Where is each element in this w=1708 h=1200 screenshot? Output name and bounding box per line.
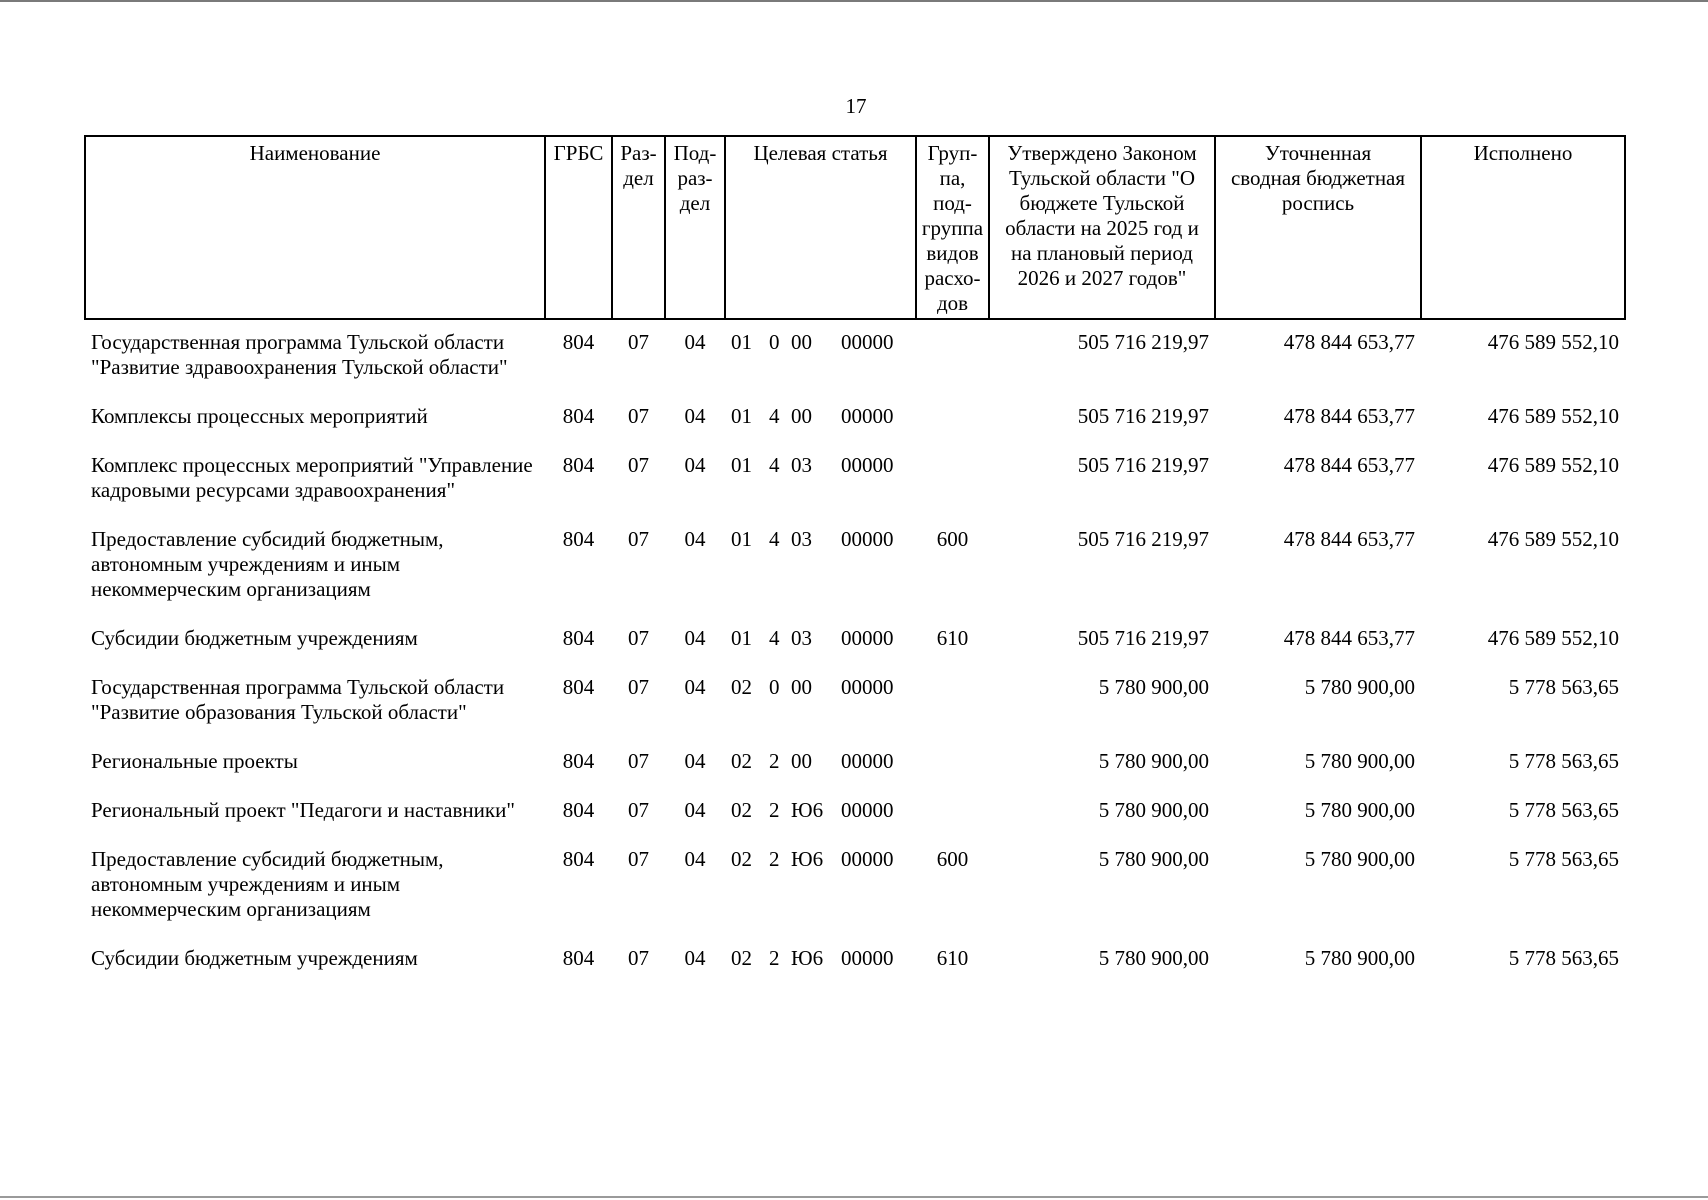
row-approved-amount: 5 780 900,00 [1098, 798, 1209, 822]
row-target-article [725, 792, 916, 841]
target-event: Ю6 [791, 847, 824, 871]
row-name: Субсидии бюджетным учреждениям [91, 946, 418, 970]
row-grbs: 804 [562, 453, 595, 477]
row-refined-amount: 5 780 900,00 [1304, 946, 1415, 970]
row-refined-amount: 5 780 900,00 [1304, 847, 1415, 871]
row-approved-amount: 5 780 900,00 [1098, 946, 1209, 970]
target-event: 00 [791, 675, 812, 699]
row-expense-group [916, 398, 989, 447]
target-event: 00 [791, 404, 812, 428]
row-refined-amount: 478 844 653,77 [1283, 404, 1415, 428]
row-refined-amount: 478 844 653,77 [1283, 527, 1415, 551]
table-row [85, 743, 1625, 792]
row-razdel: 07 [628, 330, 649, 354]
row-grbs: 804 [562, 946, 595, 970]
row-target-article [725, 319, 916, 398]
row-approved-amount: 5 780 900,00 [1098, 675, 1209, 699]
row-executed-amount: 5 778 563,65 [1508, 946, 1619, 970]
target-event: 00 [791, 749, 812, 773]
row-expense-group [916, 447, 989, 521]
target-subprogram: 4 [769, 527, 780, 551]
row-grbs: 804 [562, 404, 595, 428]
row-grbs: 804 [562, 798, 595, 822]
row-expense-group [916, 792, 989, 841]
row-podrazdel: 04 [684, 798, 706, 822]
row-approved-amount: 505 716 219,97 [1077, 330, 1209, 354]
row-target-article [725, 940, 916, 989]
header-name: Наименование [85, 136, 545, 319]
target-program: 01 [731, 527, 752, 551]
row-executed-amount: 5 778 563,65 [1508, 798, 1619, 822]
row-razdel: 07 [628, 404, 649, 428]
row-refined-amount: 478 844 653,77 [1283, 330, 1415, 354]
target-direction: 00000 [841, 675, 894, 699]
row-podrazdel: 04 [684, 847, 706, 871]
row-grbs: 804 [562, 626, 595, 650]
table-row [85, 319, 1625, 398]
target-subprogram: 2 [769, 946, 780, 970]
header-target-article: Целевая статья [725, 136, 916, 319]
row-razdel: 07 [628, 749, 649, 773]
row-expense-group: 610 [936, 626, 969, 650]
row-executed-amount: 5 778 563,65 [1508, 847, 1619, 871]
target-event: 03 [791, 626, 812, 650]
target-program: 02 [731, 847, 752, 871]
row-podrazdel: 04 [684, 330, 706, 354]
target-event: Ю6 [791, 946, 824, 970]
target-program: 02 [731, 798, 752, 822]
row-expense-group: 600 [936, 847, 969, 871]
row-executed-amount: 476 589 552,10 [1487, 453, 1619, 477]
row-target-article [725, 743, 916, 792]
target-program: 02 [731, 675, 752, 699]
target-direction: 00000 [841, 946, 894, 970]
target-event: 03 [791, 527, 812, 551]
target-subprogram: 2 [769, 847, 780, 871]
row-expense-group [916, 319, 989, 398]
row-name: Региональные проекты [91, 749, 298, 773]
row-name: Предоставление субсидий бюджетным, автономным учреждениям и иным некоммерческим организациям [91, 527, 444, 601]
target-subprogram: 4 [769, 626, 780, 650]
budget-table [84, 135, 1626, 989]
row-target-article [725, 669, 916, 743]
row-razdel: 07 [628, 626, 649, 650]
target-subprogram: 0 [769, 330, 780, 354]
row-name: Комплекс процессных мероприятий "Управление кадровыми ресурсами здравоохранения" [91, 453, 533, 502]
row-refined-amount: 5 780 900,00 [1304, 749, 1415, 773]
target-program: 02 [731, 749, 752, 773]
header-expense-group: Груп- па, под- группа видов расхо- дов [916, 136, 989, 319]
target-direction: 00000 [841, 453, 894, 477]
table-row [85, 669, 1625, 743]
row-approved-amount: 5 780 900,00 [1098, 847, 1209, 871]
target-direction: 00000 [841, 798, 894, 822]
target-event: 00 [791, 330, 812, 354]
row-refined-amount: 5 780 900,00 [1304, 798, 1415, 822]
row-approved-amount: 5 780 900,00 [1098, 749, 1209, 773]
row-name: Государственная программа Тульской области "Развитие образования Тульской области" [91, 675, 505, 724]
row-refined-amount: 5 780 900,00 [1304, 675, 1415, 699]
row-approved-amount: 505 716 219,97 [1077, 453, 1209, 477]
header-grbs: ГРБС [545, 136, 612, 319]
row-target-article [725, 447, 916, 521]
target-direction: 00000 [841, 527, 894, 551]
table-row [85, 792, 1625, 841]
row-refined-amount: 478 844 653,77 [1283, 453, 1415, 477]
row-podrazdel: 04 [684, 527, 706, 551]
row-executed-amount: 5 778 563,65 [1508, 749, 1619, 773]
target-program: 02 [731, 946, 752, 970]
target-subprogram: 2 [769, 749, 780, 773]
row-refined-amount: 478 844 653,77 [1283, 626, 1415, 650]
row-podrazdel: 04 [684, 675, 706, 699]
row-executed-amount: 476 589 552,10 [1487, 330, 1619, 354]
target-subprogram: 4 [769, 404, 780, 428]
table-row [85, 841, 1625, 940]
row-expense-group [916, 669, 989, 743]
page-number: 17 [845, 94, 867, 118]
table-row [85, 398, 1625, 447]
row-podrazdel: 04 [684, 946, 706, 970]
table-row [85, 521, 1625, 620]
row-razdel: 07 [628, 847, 649, 871]
row-grbs: 804 [562, 749, 595, 773]
row-expense-group: 600 [936, 527, 969, 551]
header-executed: Исполнено [1421, 136, 1625, 319]
row-name: Комплексы процессных мероприятий [91, 404, 428, 428]
row-executed-amount: 476 589 552,10 [1487, 527, 1619, 551]
header-refined-budget: Уточненная сводная бюджетная роспись [1215, 136, 1421, 319]
target-direction: 00000 [841, 749, 894, 773]
target-subprogram: 2 [769, 798, 780, 822]
table-row [85, 620, 1625, 669]
row-expense-group [916, 743, 989, 792]
row-podrazdel: 04 [684, 626, 706, 650]
bottom-border-line [0, 1196, 1708, 1198]
row-name: Региональный проект "Педагоги и наставники" [91, 798, 515, 822]
target-program: 01 [731, 626, 752, 650]
row-name: Предоставление субсидий бюджетным, автономным учреждениям и иным некоммерческим организациям [91, 847, 444, 921]
target-event: Ю6 [791, 798, 824, 822]
table-header-row [85, 136, 1625, 319]
header-podrazdel: Под- раз- дел [665, 136, 725, 319]
row-executed-amount: 476 589 552,10 [1487, 404, 1619, 428]
target-subprogram: 4 [769, 453, 780, 477]
row-razdel: 07 [628, 675, 649, 699]
row-podrazdel: 04 [684, 404, 706, 428]
row-razdel: 07 [628, 527, 649, 551]
row-razdel: 07 [628, 946, 649, 970]
header-razdel: Раз- дел [612, 136, 665, 319]
row-approved-amount: 505 716 219,97 [1077, 404, 1209, 428]
target-direction: 00000 [841, 626, 894, 650]
target-direction: 00000 [841, 847, 894, 871]
target-event: 03 [791, 453, 812, 477]
row-name: Субсидии бюджетным учреждениям [91, 626, 418, 650]
row-approved-amount: 505 716 219,97 [1077, 626, 1209, 650]
target-direction: 00000 [841, 330, 894, 354]
row-target-article [725, 398, 916, 447]
row-grbs: 804 [562, 675, 595, 699]
row-razdel: 07 [628, 798, 649, 822]
row-grbs: 804 [562, 847, 595, 871]
row-expense-group: 610 [936, 946, 969, 970]
row-razdel: 07 [628, 453, 649, 477]
target-program: 01 [731, 453, 752, 477]
row-executed-amount: 476 589 552,10 [1487, 626, 1619, 650]
target-subprogram: 0 [769, 675, 780, 699]
row-target-article [725, 521, 916, 620]
row-target-article [725, 620, 916, 669]
row-target-article [725, 841, 916, 940]
header-approved-by-law: Утверждено Законом Тульской области "О бюджете Тульской области на 2025 год и на плановый период 2026 и 2027 годов" [989, 136, 1215, 319]
row-podrazdel: 04 [684, 453, 706, 477]
target-program: 01 [731, 404, 752, 428]
row-name: Государственная программа Тульской области "Развитие здравоохранения Тульской области" [91, 330, 508, 379]
row-executed-amount: 5 778 563,65 [1508, 675, 1619, 699]
table-row [85, 940, 1625, 989]
table-body [85, 319, 1625, 989]
row-podrazdel: 04 [684, 749, 706, 773]
row-grbs: 804 [562, 330, 595, 354]
target-direction: 00000 [841, 404, 894, 428]
row-grbs: 804 [562, 527, 595, 551]
target-program: 01 [731, 330, 752, 354]
table-row [85, 447, 1625, 521]
row-approved-amount: 505 716 219,97 [1077, 527, 1209, 551]
top-border-line [0, 0, 1708, 2]
